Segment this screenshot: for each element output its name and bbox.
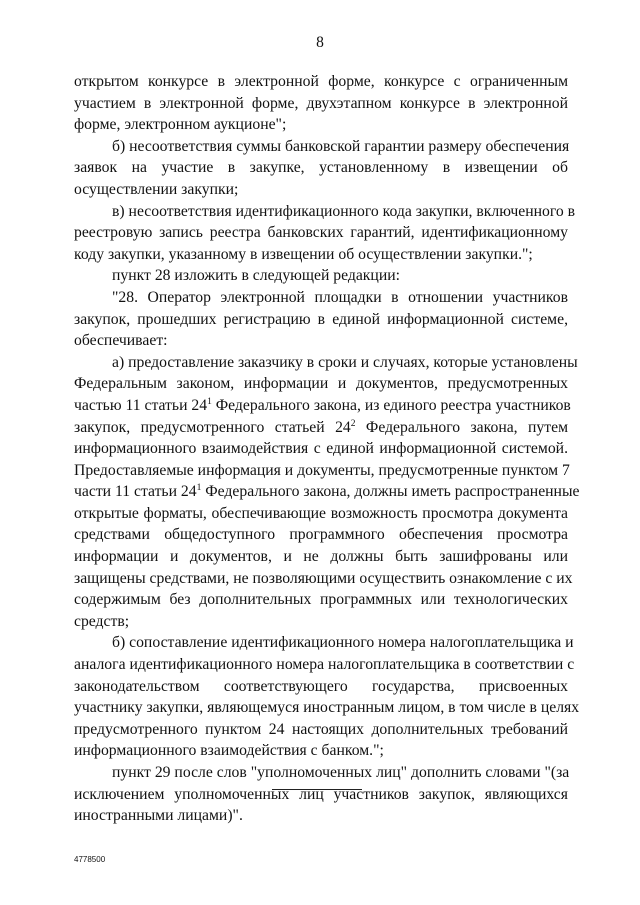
superscript: 1 [196,483,202,494]
text-line: законодательством соответствующего государства, присвоенных [74,677,568,695]
text-line: защищены средствами, не позволяющими осуществить ознакомление с их [74,569,573,587]
text-fragment: части 11 статьи 24 [74,483,197,501]
text-line [74,395,571,417]
text-line: в) несоответствия идентификационного кода закупки, включенного в [112,202,576,220]
text-line: обеспечивает: [74,332,168,350]
text-fragment: Федерального закона, из единого реестра участников [211,396,571,414]
text-fragment: частью 11 статьи 24 [74,396,208,414]
text-line: участнику закупки, являющемуся иностранным лицом, в том числе в целях [74,699,580,717]
text-fragment: Федерального закона, должны иметь распространенные [201,483,580,501]
text-line: исключением уполномоченных лиц участников закупок, являющихся [74,785,568,803]
document-code: 4778500 [74,855,106,864]
superscript: 2 [350,418,356,429]
text-line: б) сопоставление идентификационного номера налогоплательщика и [112,634,574,652]
text-fragment: Федерального закона, путем [355,418,568,436]
text-line [74,417,568,439]
text-line: "28. Оператор электронной площадки в отношении участников [112,288,568,306]
text-line: б) несоответствия суммы банковской гарантии размеру обеспечения [112,137,570,155]
end-of-text-rule [272,789,362,790]
text-line: осуществлении закупки; [74,180,239,198]
text-line: пункт 28 изложить в следующей редакции: [112,267,400,285]
text-line: заявок на участие в закупке, установленному в извещении об [74,159,568,177]
text-fragment: закупок, предусмотренного статьей 24 [74,418,351,436]
text-line: форме, электронном аукционе"; [74,116,287,134]
text-line: коду закупки, указанному в извещении об осуществлении закупки."; [74,245,533,263]
text-line: Предоставляемые информация и документы, предусмотренные пунктом 7 [74,461,570,479]
text-line: информационного взаимодействия с банком."; [74,742,384,760]
text-line: участием в электронной форме, двухэтапном конкурсе в электронной [74,94,568,112]
text-line: пункт 29 после слов "уполномоченных лиц" дополнить словами "(за [112,764,570,781]
text-line: закупок, прошедших регистрацию в единой информационной системе, [74,310,568,328]
text-line [74,481,580,503]
text-line: открытом конкурсе в электронной форме, конкурсе с ограниченным [74,73,568,90]
text-line: реестровую запись реестра банковских гарантий, идентификационному [74,224,568,242]
text-line: Федеральным законом, информации и документов, предусмотренных [74,375,568,393]
text-line: а) предоставление заказчику в сроки и случаях, которые установлены [112,353,578,371]
text-line: информации и документов, и не должны быть зашифрованы или [74,548,568,566]
document-body [74,71,580,827]
text-line: предусмотренного пунктом 24 настоящих дополнительных требований [74,720,568,738]
text-line: открытые форматы, обеспечивающие возможность просмотра документа [74,504,568,522]
text-line: средствами общедоступного программного обеспечения просмотра [74,526,568,544]
superscript: 1 [207,396,212,407]
page-number: 8 [316,34,324,51]
text-line: иностранными лицами)". [74,807,243,825]
text-line: аналога идентификационного номера налогоплательщика в соответствии с [74,656,575,674]
text-line: средств; [74,612,130,630]
text-line: информационного взаимодействия с единой информационной системой. [74,440,568,458]
text-line: содержимым без дополнительных программных или технологических [74,591,568,609]
